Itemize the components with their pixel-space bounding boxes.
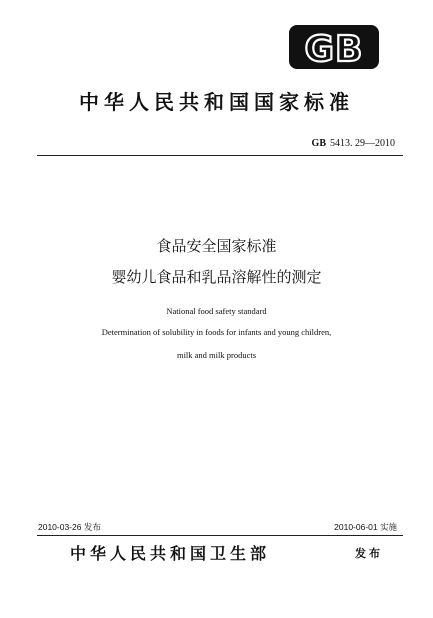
title-cn-line2: 婴幼儿食品和乳品溶解性的测定 (111, 268, 322, 286)
title-cn-line1: 食品安全国家标准 (156, 237, 277, 255)
title-en-line2: Determination of solubility in foods for infants and young children, (101, 327, 332, 337)
bottom-divider (37, 535, 403, 536)
gb-logo-text: GB (304, 29, 364, 70)
issuing-authority: 中华人民共和国卫生部 (70, 544, 271, 563)
national-standard-title: 中华人民共和国国家标准 (79, 90, 354, 114)
effective-date: 2010-06-01 实施 (334, 522, 397, 532)
standard-number (312, 138, 395, 149)
top-divider (37, 155, 403, 156)
standard-prefix: GB (311, 138, 326, 149)
issue-date: 2010-03-26 发布 (38, 522, 101, 532)
title-en-line3: milk and milk products (176, 350, 257, 360)
gb-logo (288, 24, 380, 70)
standard-code: 5413. 29—2010 (330, 138, 395, 149)
issuer-action: 发布 (355, 547, 383, 560)
title-en-line1: National food safety standard (166, 306, 267, 316)
